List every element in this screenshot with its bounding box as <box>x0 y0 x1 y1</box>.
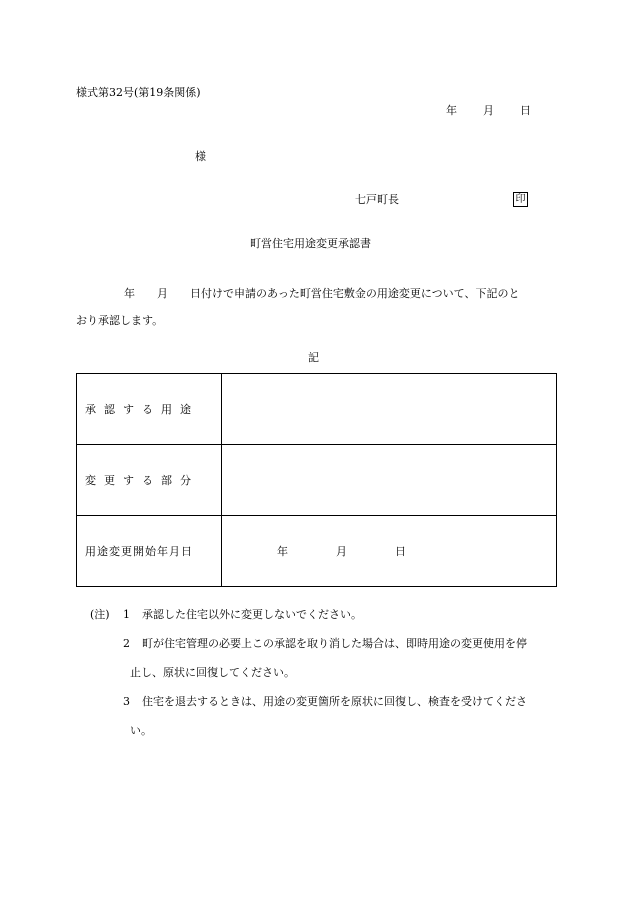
body-line-1: 年 月 日付けで申請のあった町営住宅敷金の用途変更について、下記のと <box>124 287 520 300</box>
changed-part-value[interactable] <box>222 445 557 516</box>
approved-use-value[interactable] <box>222 374 557 445</box>
row-label-changed-part: 変更する部分 <box>77 445 222 516</box>
issue-date <box>446 105 531 116</box>
record-table <box>76 373 557 587</box>
row-label-approved-use: 承認する用途 <box>77 374 222 445</box>
note-item <box>90 629 560 658</box>
note-item <box>90 687 560 716</box>
table-row <box>77 374 557 445</box>
body-paragraph <box>76 280 558 334</box>
note-text-continued: い。 <box>130 724 152 737</box>
note-text-continued: 止し、原状に回復してください。 <box>130 666 295 679</box>
note-text: 住宅を退去するときは、用途の変更箇所を原状に回復し、検査を受けてくださ <box>142 695 527 708</box>
note-number: 2 <box>123 637 130 650</box>
start-date-day-label: 日 <box>395 545 406 558</box>
form-number: 様式第32号(第19条関係) <box>76 86 201 99</box>
ki-heading: 記 <box>308 351 319 364</box>
note-item-continuation <box>90 658 560 687</box>
note-number: 3 <box>123 695 130 708</box>
table-row <box>77 516 557 587</box>
start-date-year-label: 年 <box>277 545 288 558</box>
table-row <box>77 445 557 516</box>
date-day-label: 日 <box>520 104 531 117</box>
seal-mark: 印 <box>513 192 528 207</box>
document-title: 町営住宅用途変更承認書 <box>250 237 371 250</box>
note-item <box>90 600 560 629</box>
note-number: 1 <box>123 608 130 621</box>
note-item-continuation <box>90 716 560 745</box>
date-month-label: 月 <box>483 104 494 117</box>
date-year-label: 年 <box>446 104 457 117</box>
notes-section <box>90 600 560 745</box>
note-text: 承認した住宅以外に変更しないでください。 <box>142 608 362 621</box>
start-date-value[interactable] <box>222 516 557 587</box>
row-label-start-date: 用途変更開始年月日 <box>77 516 222 587</box>
start-date-month-label: 月 <box>336 545 347 558</box>
body-line-2: おり承認します。 <box>76 314 164 327</box>
issuer-name: 七戸町長 <box>355 193 399 206</box>
addressee-suffix: 様 <box>195 150 206 163</box>
notes-mark: (注) <box>90 608 110 621</box>
note-text: 町が住宅管理の必要上この承認を取り消した場合は、即時用途の変更使用を停 <box>142 637 527 650</box>
